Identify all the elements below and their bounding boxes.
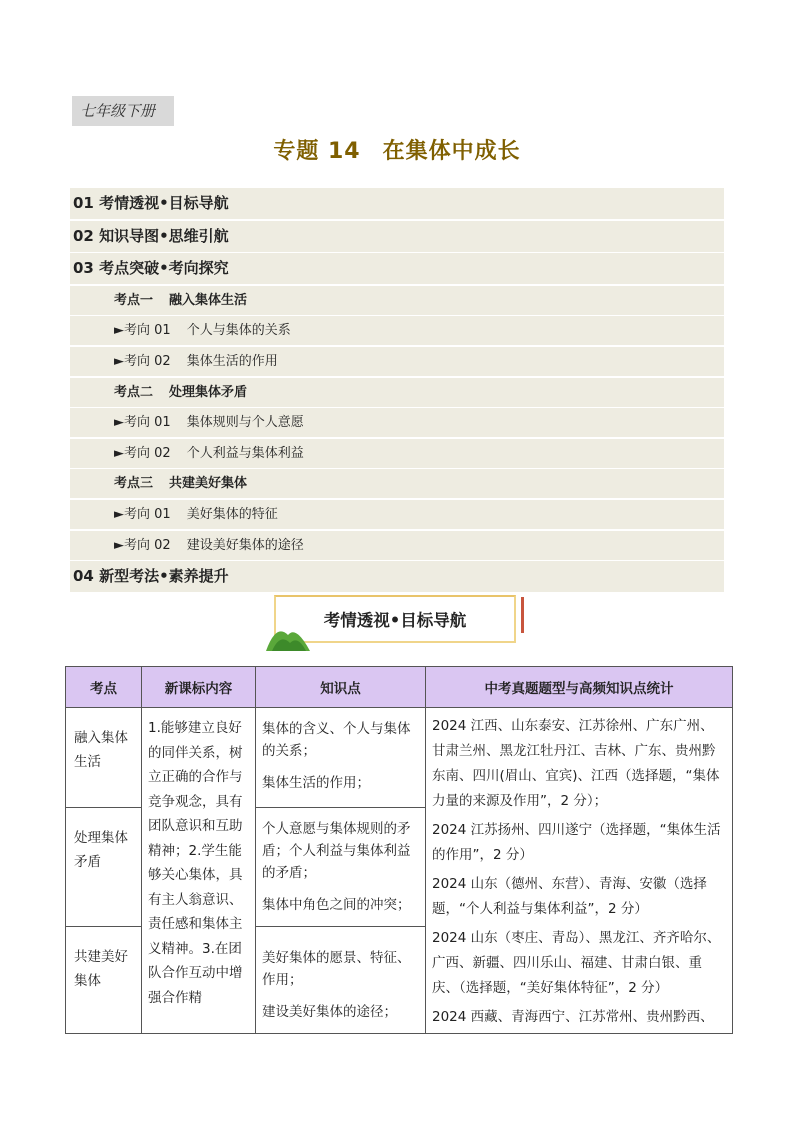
- stats-item: 2024 江苏扬州、四川遂宁（选择题，“集体生活的作用”，2 分）: [432, 822, 721, 863]
- page-title: [0, 134, 794, 165]
- toc-direction-name: 集体生活的作用: [186, 353, 278, 369]
- toc-section-04[interactable]: 04 新型考法•素养提升: [70, 561, 724, 592]
- knowledge-item: 集体的含义、个人与集体的关系；: [262, 721, 411, 759]
- knowledge-item: 个人意愿与集体规则的矛盾；个人利益与集体利益的矛盾；: [262, 821, 411, 881]
- toc-point-label: 考点一: [114, 292, 154, 308]
- standard-text: 1.能够建立良好的同伴关系，树立正确的合作与竞争观念，具有团队意识和互助精神；2.学生能够关心集体，具有主人翁意识、责任感和集体主义精神。3.在团队合作互动中增强合作精: [148, 720, 243, 1006]
- toc-direction-name: 美好集体的特征: [186, 506, 278, 522]
- stats-item: 2024 山东（枣庄、青岛）、黑龙江、齐齐哈尔、广西、新疆、四川乐山、福建、甘肃白银、重庆、（选择题，“美好集体特征”，2 分）: [432, 930, 721, 996]
- toc-section-02[interactable]: 02 知识导图•思维引航: [70, 221, 724, 252]
- point-cell: [66, 708, 142, 808]
- toc-direction-label: ►考向 01: [114, 323, 171, 339]
- toc-section-03[interactable]: 03 考点突破•考向探究: [70, 253, 724, 284]
- toc-point-name: 处理集体矛盾: [169, 384, 248, 400]
- stats-cell: [426, 708, 733, 1034]
- exam-analysis-table: [65, 666, 733, 1034]
- toc-direction-1-1[interactable]: [70, 316, 724, 345]
- toc-direction-label: ►考向 01: [114, 415, 171, 431]
- toc-direction-name: 个人与集体的关系: [186, 323, 291, 339]
- title-number: 专题 14: [273, 139, 361, 164]
- toc-direction-3-2[interactable]: [70, 531, 724, 560]
- toc-direction-label: ►考向 02: [114, 445, 171, 461]
- standard-cell: [142, 708, 256, 1034]
- toc-point-label: 考点二: [114, 384, 154, 400]
- point-cell: [66, 808, 142, 927]
- toc-direction-1-2[interactable]: [70, 347, 724, 376]
- knowledge-cell: [256, 808, 426, 927]
- title-name: 在集体中成长: [382, 139, 521, 164]
- knowledge-item: 美好集体的愿景、特征、作用；: [262, 950, 411, 988]
- toc-direction-label: ►考向 01: [114, 506, 171, 522]
- toc-point-2[interactable]: [70, 378, 724, 407]
- stats-item: 2024 山东（德州、东营）、青海、安徽（选择题，“个人利益与集体利益”，2 分）: [432, 876, 707, 917]
- table-of-contents: [70, 188, 724, 594]
- knowledge-cell: [256, 708, 426, 808]
- toc-point-name: 融入集体生活: [169, 292, 248, 308]
- grade-tag: 七年级下册: [72, 96, 174, 126]
- knowledge-cell: [256, 927, 426, 1034]
- header-point: 考点: [66, 667, 142, 708]
- toc-direction-2-2[interactable]: [70, 439, 724, 468]
- toc-section-01[interactable]: 01 考情透视•目标导航: [70, 188, 724, 219]
- header-standard: 新课标内容: [142, 667, 256, 708]
- point-cell: [66, 927, 142, 1034]
- header-knowledge: 知识点: [256, 667, 426, 708]
- toc-direction-label: ►考向 02: [114, 353, 171, 369]
- point-text: 融入集体生活: [74, 730, 128, 770]
- table-row: [66, 708, 733, 808]
- table-header-row: [66, 667, 733, 708]
- knowledge-item: 集体生活的作用；: [262, 775, 370, 791]
- toc-point-1[interactable]: [70, 286, 724, 315]
- knowledge-item: 集体中角色之间的冲突；: [262, 897, 411, 913]
- banner-title: 考情透视•目标导航: [323, 611, 467, 630]
- header-stats: 中考真题题型与高频知识点统计: [426, 667, 733, 708]
- point-text: 共建美好集体: [74, 949, 128, 989]
- toc-direction-name: 个人利益与集体利益: [186, 445, 304, 461]
- stats-item: 2024 西藏、青海西宁、江苏常州、贵州黔西、: [432, 1009, 714, 1025]
- section-banner: [266, 595, 524, 651]
- toc-point-label: 考点三: [114, 476, 154, 492]
- toc-direction-name: 集体规则与个人意愿: [186, 415, 304, 431]
- toc-direction-name: 建设美好集体的途径: [186, 537, 304, 553]
- stats-item: 2024 江西、山东泰安、江苏徐州、广东广州、甘肃兰州、黑龙江牡丹江、吉林、广东、贵州黔东南、四川(眉山、宜宾)、江西（选择题，“集体力量的来源及作用”，2 分）；: [432, 718, 720, 809]
- toc-point-3[interactable]: [70, 469, 724, 498]
- knowledge-item: 建设美好集体的途径；: [262, 1004, 397, 1020]
- toc-point-name: 共建美好集体: [169, 476, 248, 492]
- point-text: 处理集体矛盾: [74, 830, 128, 870]
- toc-direction-2-1[interactable]: [70, 408, 724, 437]
- toc-direction-label: ►考向 02: [114, 537, 171, 553]
- toc-direction-3-1[interactable]: [70, 500, 724, 529]
